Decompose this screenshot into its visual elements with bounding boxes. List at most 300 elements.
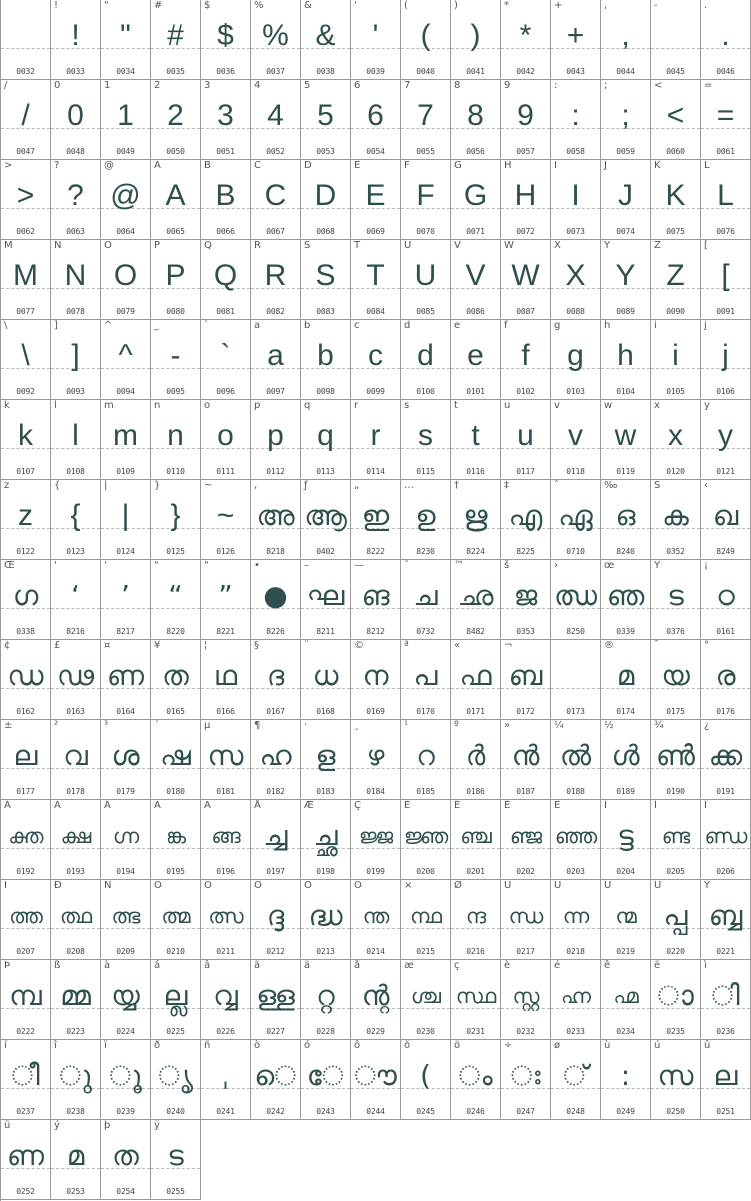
glyph-cell[interactable] [401,640,451,720]
glyph-cell[interactable] [401,560,451,640]
glyph-cell[interactable] [401,160,451,240]
glyph-preview: T [366,259,385,292]
glyph-cell[interactable] [201,960,251,1040]
glyph-cell[interactable] [151,560,201,640]
glyph-cell[interactable] [601,400,651,480]
glyph-cell[interactable] [51,880,101,960]
glyph-cell[interactable] [401,80,451,160]
glyph-cell[interactable] [701,1040,751,1120]
char-code: 0195 [166,867,185,876]
glyph-cell[interactable] [201,160,251,240]
glyph-cell[interactable] [551,640,601,720]
glyph-preview: റ [416,739,435,772]
glyph-cell[interactable] [151,800,201,880]
glyph-cell[interactable] [351,0,401,80]
glyph-cell[interactable] [101,320,151,400]
glyph-cell[interactable] [301,320,351,400]
glyph-cell[interactable] [51,640,101,720]
glyph-cell[interactable] [701,160,751,240]
char-code: 0171 [466,707,485,716]
glyph-cell[interactable] [351,960,401,1040]
glyph-cell[interactable] [501,80,551,160]
glyph-cell[interactable] [401,960,451,1040]
glyph-cell[interactable] [301,240,351,320]
glyph-cell[interactable] [251,320,301,400]
glyph-cell[interactable] [151,960,201,1040]
char-code: 0203 [566,867,585,876]
glyph-cell[interactable] [201,0,251,80]
glyph-cell[interactable] [651,720,701,800]
glyph-cell[interactable] [451,640,501,720]
glyph-cell[interactable] [251,240,301,320]
glyph-preview: # [167,19,184,52]
key-label: Â [104,800,111,811]
glyph-cell[interactable] [1,640,51,720]
glyph-cell[interactable] [201,800,251,880]
char-code: 0338 [16,627,35,636]
glyph-cell[interactable] [701,640,751,720]
char-code: 0175 [666,707,685,716]
key-label: V [454,240,461,251]
glyph-cell[interactable] [551,480,601,560]
glyph-cell[interactable] [351,1040,401,1120]
glyph-cell[interactable] [551,800,601,880]
char-code: 0164 [116,707,135,716]
glyph-cell[interactable] [501,160,551,240]
glyph-cell[interactable] [351,240,401,320]
glyph-cell[interactable] [51,800,101,880]
glyph-preview: & [315,19,336,52]
glyph-cell[interactable] [51,560,101,640]
glyph-cell[interactable] [351,160,401,240]
glyph-cell[interactable] [201,320,251,400]
glyph-cell[interactable] [501,320,551,400]
key-label: ¼ [554,720,564,731]
glyph-cell[interactable] [351,880,401,960]
glyph-preview: ജ [513,579,538,612]
glyph-preview: m [113,419,138,452]
glyph-cell[interactable] [451,960,501,1040]
glyph-cell[interactable] [451,320,501,400]
glyph-cell[interactable] [501,800,551,880]
glyph-cell[interactable] [251,640,301,720]
glyph-cell[interactable] [701,560,751,640]
glyph-cell[interactable] [251,480,301,560]
glyph-cell[interactable] [101,1120,151,1200]
glyph-cell[interactable] [1,400,51,480]
glyph-cell[interactable] [301,800,351,880]
glyph-cell[interactable] [501,720,551,800]
glyph-cell[interactable] [551,960,601,1040]
glyph-cell[interactable] [101,800,151,880]
char-code: 8211 [316,627,335,636]
glyph-cell[interactable] [151,320,201,400]
glyph-cell[interactable] [251,160,301,240]
glyph-cell[interactable] [1,800,51,880]
glyph-cell[interactable] [501,880,551,960]
glyph-cell[interactable] [301,720,351,800]
glyph-cell[interactable] [251,960,301,1040]
char-code: 0194 [116,867,135,876]
key-label: + [554,0,563,11]
glyph-preview: / [21,99,30,132]
glyph-cell[interactable] [51,0,101,80]
glyph-cell[interactable] [51,1120,101,1200]
glyph-cell[interactable] [451,160,501,240]
glyph-cell[interactable] [451,1040,501,1120]
glyph-preview: ഋ [463,499,488,532]
key-label: ¶ [254,720,261,731]
glyph-cell[interactable] [701,240,751,320]
glyph-cell[interactable] [251,400,301,480]
char-code: 0252 [16,1187,35,1196]
key-label: Å [254,800,261,811]
char-code: 0222 [16,1027,35,1036]
glyph-cell[interactable] [51,240,101,320]
glyph-cell[interactable] [401,320,451,400]
glyph-cell[interactable] [351,320,401,400]
glyph-cell[interactable] [201,560,251,640]
glyph-cell[interactable] [151,720,201,800]
glyph-cell[interactable] [401,880,451,960]
glyph-cell[interactable] [351,720,401,800]
char-code: 0353 [516,627,535,636]
glyph-cell[interactable] [51,1040,101,1120]
glyph-cell[interactable] [701,0,751,80]
glyph-preview: h [617,339,634,372]
glyph-cell[interactable] [551,320,601,400]
glyph-cell[interactable] [651,80,701,160]
char-code: 0126 [216,547,235,556]
glyph-cell[interactable] [601,880,651,960]
glyph-cell[interactable] [201,880,251,960]
glyph-cell[interactable] [301,0,351,80]
glyph-preview: S [315,259,336,292]
key-label: è [504,960,511,971]
key-label: ù [604,1040,611,1051]
glyph-preview: . [721,19,730,52]
key-label: f [504,320,508,331]
glyph-preview: ” [218,579,233,612]
glyph-cell[interactable] [351,400,401,480]
glyph-cell[interactable] [51,400,101,480]
glyph-cell[interactable] [651,960,701,1040]
glyph-cell[interactable] [101,880,151,960]
key-label: ³ [104,720,109,731]
glyph-cell[interactable] [151,400,201,480]
char-code: 0112 [266,467,285,476]
glyph-cell[interactable] [101,0,151,80]
glyph-cell[interactable] [301,160,351,240]
key-label: ê [604,960,611,971]
glyph-cell[interactable] [251,1040,301,1120]
glyph-cell[interactable] [701,720,751,800]
glyph-cell[interactable] [651,880,701,960]
char-code: 0205 [666,867,685,876]
glyph-preview: [ [721,259,730,292]
glyph-cell[interactable] [601,0,651,80]
glyph-cell[interactable] [551,880,601,960]
glyph-cell[interactable] [101,720,151,800]
char-code: 0038 [316,67,335,76]
glyph-cell[interactable] [301,640,351,720]
char-code: 0223 [66,1027,85,1036]
glyph-cell[interactable] [201,80,251,160]
glyph-cell[interactable] [51,720,101,800]
glyph-cell[interactable] [151,1040,201,1120]
glyph-cell[interactable] [51,960,101,1040]
glyph-cell[interactable] [551,240,601,320]
key-label: Î [704,800,707,811]
glyph-cell[interactable] [501,480,551,560]
glyph-cell[interactable] [151,480,201,560]
glyph-cell[interactable] [1,320,51,400]
glyph-cell[interactable] [451,800,501,880]
key-label: á [154,960,161,971]
glyph-cell[interactable] [1,720,51,800]
glyph-cell[interactable] [351,480,401,560]
glyph-cell[interactable] [601,240,651,320]
key-label: 1 [104,80,111,91]
glyph-cell[interactable] [701,320,751,400]
glyph-cell[interactable] [701,400,751,480]
glyph-cell[interactable] [651,800,701,880]
glyph-preview: j [722,339,729,372]
glyph-cell[interactable] [1,0,51,80]
glyph-cell[interactable] [351,80,401,160]
glyph-cell[interactable] [701,880,751,960]
glyph-cell[interactable] [301,80,351,160]
char-code: 0232 [516,1027,535,1036]
glyph-cell[interactable] [251,720,301,800]
glyph-preview [1,16,50,56]
char-code: 0095 [166,387,185,396]
glyph-cell[interactable] [1,240,51,320]
glyph-cell[interactable] [501,960,551,1040]
glyph-cell[interactable] [601,720,651,800]
char-code: 0166 [216,707,235,716]
glyph-preview: ഗ [12,579,39,612]
key-label: É [454,800,461,811]
glyph-cell[interactable] [201,720,251,800]
glyph-cell[interactable] [251,800,301,880]
glyph-cell[interactable] [451,560,501,640]
glyph-cell[interactable] [451,880,501,960]
glyph-cell[interactable] [651,240,701,320]
glyph-cell[interactable] [201,400,251,480]
char-code: 0241 [216,1107,235,1116]
glyph-cell[interactable] [251,0,301,80]
glyph-cell[interactable] [501,240,551,320]
glyph-cell[interactable] [601,160,651,240]
glyph-cell[interactable] [651,480,701,560]
glyph-cell[interactable] [401,1040,451,1120]
glyph-cell[interactable] [201,1040,251,1120]
glyph-preview: ബ [508,659,543,692]
glyph-preview: ഇ [361,499,390,532]
glyph-cell[interactable] [51,480,101,560]
glyph-cell[interactable] [251,80,301,160]
glyph-cell[interactable] [551,720,601,800]
glyph-cell[interactable] [451,400,501,480]
key-label: m [104,400,114,411]
glyph-preview: ) [470,19,481,52]
glyph-cell[interactable] [551,1040,601,1120]
key-label: ª [404,640,409,651]
glyph-preview [551,656,600,696]
glyph-cell[interactable] [1,160,51,240]
key-label: H [504,160,512,171]
glyph-cell[interactable] [601,80,651,160]
glyph-cell[interactable] [1,480,51,560]
glyph-cell[interactable] [651,320,701,400]
key-label: â [204,960,211,971]
glyph-cell[interactable] [101,560,151,640]
glyph-cell[interactable] [151,80,201,160]
char-code: 0218 [566,947,585,956]
glyph-cell[interactable] [151,160,201,240]
glyph-cell[interactable] [151,0,201,80]
key-label: ‡ [504,480,509,491]
glyph-cell[interactable] [1,560,51,640]
glyph-cell[interactable] [201,640,251,720]
glyph-cell[interactable] [601,320,651,400]
glyph-cell[interactable] [401,0,451,80]
glyph-cell[interactable] [101,640,151,720]
glyph-cell[interactable] [701,480,751,560]
glyph-cell[interactable] [201,240,251,320]
glyph-cell[interactable] [101,960,151,1040]
key-label: Ü [654,880,662,891]
glyph-cell[interactable] [151,640,201,720]
char-code: 8216 [66,627,85,636]
glyph-preview: = [716,99,735,132]
char-code: 0402 [316,547,335,556]
glyph-cell[interactable] [401,720,451,800]
glyph-cell[interactable] [101,480,151,560]
glyph-cell[interactable] [401,240,451,320]
glyph-cell[interactable] [701,800,751,880]
glyph-cell[interactable] [651,400,701,480]
glyph-preview: Q [213,259,238,292]
glyph-cell[interactable] [301,960,351,1040]
char-code: 0037 [266,67,285,76]
glyph-cell[interactable] [601,560,651,640]
glyph-cell[interactable] [401,400,451,480]
glyph-cell[interactable] [601,480,651,560]
glyph-preview: ള [315,739,336,772]
glyph-cell[interactable] [651,560,701,640]
glyph-cell[interactable] [101,160,151,240]
glyph-cell[interactable] [101,80,151,160]
glyph-cell[interactable] [451,240,501,320]
glyph-cell[interactable] [651,640,701,720]
glyph-cell[interactable] [451,0,501,80]
char-code: 0097 [266,387,285,396]
glyph-cell[interactable] [251,880,301,960]
glyph-cell[interactable] [351,800,401,880]
glyph-cell[interactable] [51,160,101,240]
glyph-cell[interactable] [101,240,151,320]
glyph-cell[interactable] [501,400,551,480]
key-label: ¿ [704,720,710,731]
glyph-cell[interactable] [451,80,501,160]
glyph-cell[interactable] [451,720,501,800]
glyph-preview: E [365,179,386,212]
glyph-cell[interactable] [401,480,451,560]
glyph-cell[interactable] [551,560,601,640]
glyph-cell[interactable] [301,1040,351,1120]
glyph-cell[interactable] [501,0,551,80]
char-code: 0086 [466,307,485,316]
glyph-cell[interactable] [551,160,601,240]
glyph-cell[interactable] [201,480,251,560]
glyph-cell[interactable] [1,1120,51,1200]
glyph-cell[interactable] [1,80,51,160]
glyph-cell[interactable] [651,0,701,80]
char-code: 0213 [316,947,335,956]
glyph-cell[interactable] [651,160,701,240]
glyph-cell[interactable] [151,880,201,960]
glyph-cell[interactable] [551,80,601,160]
key-label: Ç [354,800,361,811]
glyph-cell[interactable] [301,400,351,480]
glyph-cell[interactable] [401,800,451,880]
key-label: — [354,560,364,571]
glyph-cell[interactable] [1,880,51,960]
glyph-cell[interactable] [1,1040,51,1120]
glyph-cell[interactable] [51,320,101,400]
glyph-cell[interactable] [1,960,51,1040]
key-label: ¤ [104,640,111,651]
glyph-preview: ൂ [109,1059,142,1092]
glyph-cell[interactable] [351,640,401,720]
glyph-cell[interactable] [501,560,551,640]
glyph-cell[interactable] [251,560,301,640]
glyph-cell[interactable] [301,560,351,640]
key-label: • [254,560,260,571]
glyph-preview: ദ [266,659,285,692]
glyph-cell[interactable] [301,480,351,560]
glyph-preview: w [614,419,637,452]
glyph-cell[interactable] [701,80,751,160]
key-label: z [4,480,10,491]
glyph-cell[interactable] [701,960,751,1040]
glyph-cell[interactable] [601,1040,651,1120]
glyph-cell[interactable] [551,400,601,480]
glyph-cell[interactable] [51,80,101,160]
glyph-cell[interactable] [151,1120,201,1200]
glyph-cell[interactable] [351,560,401,640]
glyph-cell[interactable] [601,640,651,720]
glyph-cell[interactable] [151,240,201,320]
glyph-cell[interactable] [551,0,601,80]
glyph-cell[interactable] [651,1040,701,1120]
glyph-cell[interactable] [101,1040,151,1120]
char-code: 0188 [566,787,585,796]
glyph-preview: െ [254,1059,297,1092]
glyph-cell[interactable] [301,880,351,960]
glyph-cell[interactable] [601,960,651,1040]
glyph-cell[interactable] [101,400,151,480]
glyph-cell[interactable] [501,1040,551,1120]
glyph-cell[interactable] [601,800,651,880]
glyph-preview: ഏ [558,499,593,532]
glyph-preview: ാ [657,979,694,1012]
glyph-cell[interactable] [451,480,501,560]
glyph-preview: i [672,339,679,372]
glyph-cell[interactable] [501,640,551,720]
